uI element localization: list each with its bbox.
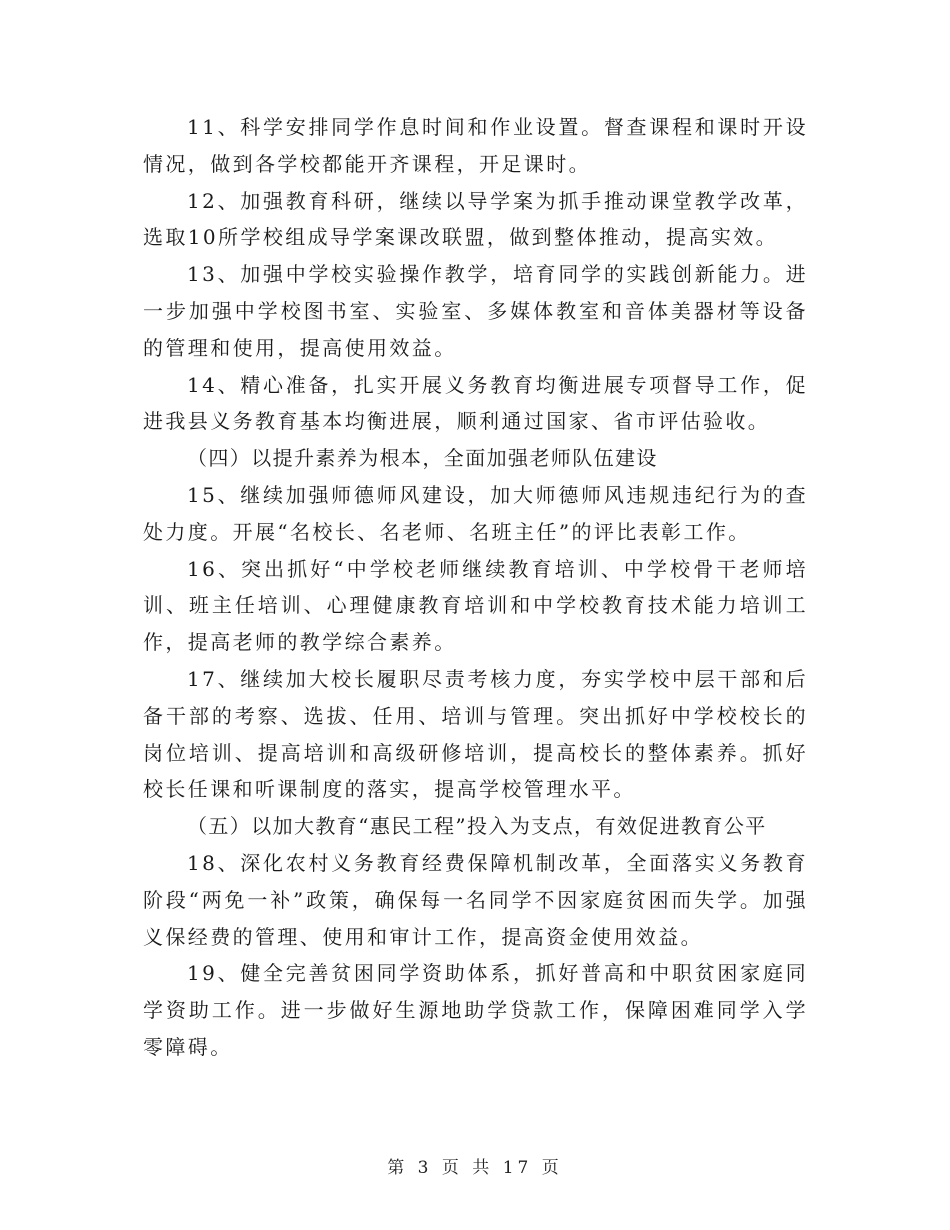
paragraph-17: 17、继续加大校长履职尽责考核力度，夯实学校中层干部和后备干部的考察、选拔、任用、培训与管理。突出抓好中学校校长的岗位培训、提高培训和高级研修培训，提高校长的整体素养。抓好校长任课和听课制度的落实，提高学校管理水平。 bbox=[143, 666, 808, 802]
paragraph-15: 15、继续加强师德师风建设，加大师德师风违规违纪行为的查处力度。开展“名校长、名老师、名班主任”的评比表彰工作。 bbox=[143, 482, 808, 544]
paragraph-18: 18、深化农村义务教育经费保障机制改革，全面落实义务教育阶段“两免一补”政策，确保每一名同学不因家庭贫困而失学。加强义保经费的管理、使用和审计工作，提高资金使用效益。 bbox=[143, 850, 808, 949]
page-number-footer: 第 3 页 共 17 页 bbox=[387, 1158, 563, 1178]
section-heading-5: （五）以加大教育“惠民工程”投入为支点，有效促进教育公平 bbox=[187, 814, 767, 839]
paragraph-13: 13、加强中学校实验操作教学，培育同学的实践创新能力。进一步加强中学校图书室、实验室、多媒体教室和音体美器材等设备的管理和使用，提高使用效益。 bbox=[143, 262, 808, 360]
paragraph-11: 11、科学安排同学作息时间和作业设置。督查课程和课时开设情况，做到各学校都能开齐课程，开足课时。 bbox=[143, 115, 808, 176]
document-body bbox=[143, 109, 808, 1066]
section-heading-4: （四）以提升素养为根本，全面加强老师队伍建设 bbox=[187, 446, 658, 471]
paragraph-12: 12、加强教育科研，继续以导学案为抓手推动课堂教学改革，选取10所学校组成导学案课改联盟，做到整体推动，提高实效。 bbox=[143, 188, 808, 250]
paragraph-19: 19、健全完善贫困同学资助体系，抓好普高和中职贫困家庭同学资助工作。进一步做好生源地助学贷款工作，保障困难同学入学零障碍。 bbox=[143, 961, 808, 1059]
paragraph-16: 16、突出抓好“中学校老师继续教育培训、中学校骨干老师培训、班主任培训、心理健康教育培训和中学校教育技术能力培训工作，提高老师的教学综合素养。 bbox=[143, 556, 808, 655]
paragraph-14: 14、精心准备，扎实开展义务教育均衡进展专项督导工作，促进我县义务教育基本均衡进展，顺利通过国家、省市评估验收。 bbox=[143, 372, 808, 434]
